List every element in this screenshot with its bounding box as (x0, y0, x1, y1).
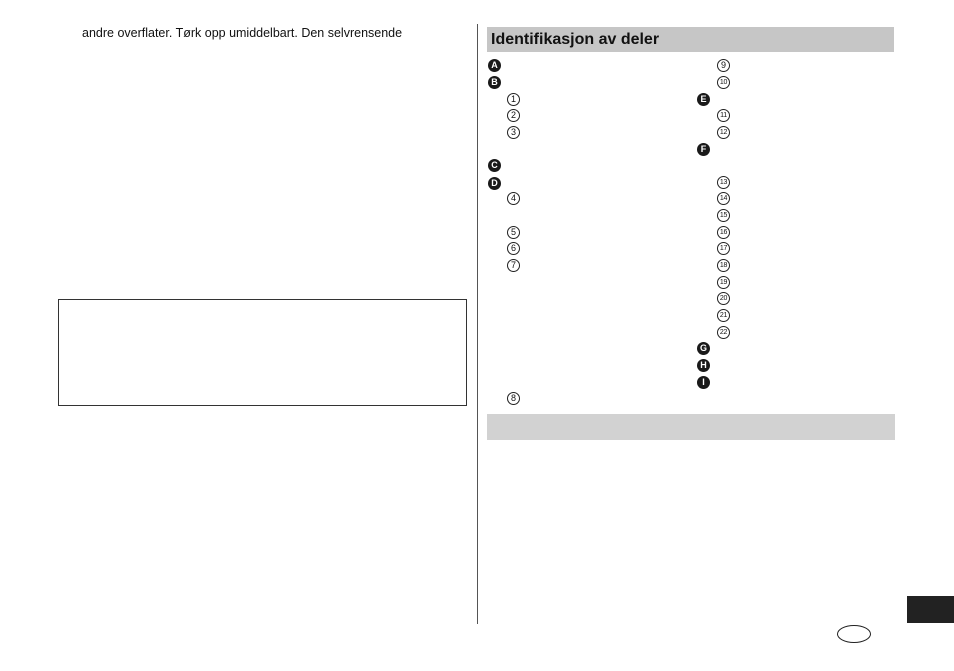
part-number-marker: 9 (717, 59, 730, 72)
part-number-marker: 2 (507, 109, 520, 122)
part-letter-badge: F (697, 143, 710, 156)
language-oval (837, 625, 871, 643)
part-number-marker: 3 (507, 126, 520, 139)
part-number-marker: 16 (717, 226, 730, 239)
column-divider (477, 24, 478, 624)
section-header (487, 27, 894, 52)
part-number-marker: 17 (717, 242, 730, 255)
part-letter-badge: B (488, 76, 501, 89)
part-letter-badge: H (697, 359, 710, 372)
part-number-marker: 21 (717, 309, 730, 322)
part-letter-badge: E (697, 93, 710, 106)
part-number-marker: 11 (717, 109, 730, 122)
part-number-marker: 7 (507, 259, 520, 272)
part-number-marker: 4 (507, 192, 520, 205)
part-number-marker: 15 (717, 209, 730, 222)
part-letter-badge: C (488, 159, 501, 172)
part-number-marker: 6 (507, 242, 520, 255)
part-letter-badge: G (697, 342, 710, 355)
page-tab (907, 596, 954, 623)
part-number-marker: 5 (507, 226, 520, 239)
part-number-marker: 22 (717, 326, 730, 339)
part-number-marker: 10 (717, 76, 730, 89)
part-letter-badge: A (488, 59, 501, 72)
body-text-line: andre overflater. Tørk opp umiddelbart. Den selvrensende (82, 26, 403, 40)
part-number-marker: 19 (717, 276, 730, 289)
part-number-marker: 20 (717, 292, 730, 305)
part-number-marker: 12 (717, 126, 730, 139)
part-number-marker: 14 (717, 192, 730, 205)
part-letter-badge: I (697, 376, 710, 389)
part-number-marker: 8 (507, 392, 520, 405)
part-letter-badge: D (488, 177, 501, 190)
warning-box (58, 299, 467, 406)
part-number-marker: 18 (717, 259, 730, 272)
part-number-marker: 13 (717, 176, 730, 189)
section-title: Identifikasjon av deler (491, 31, 660, 48)
section-bar (487, 414, 895, 440)
part-number-marker: 1 (507, 93, 520, 106)
